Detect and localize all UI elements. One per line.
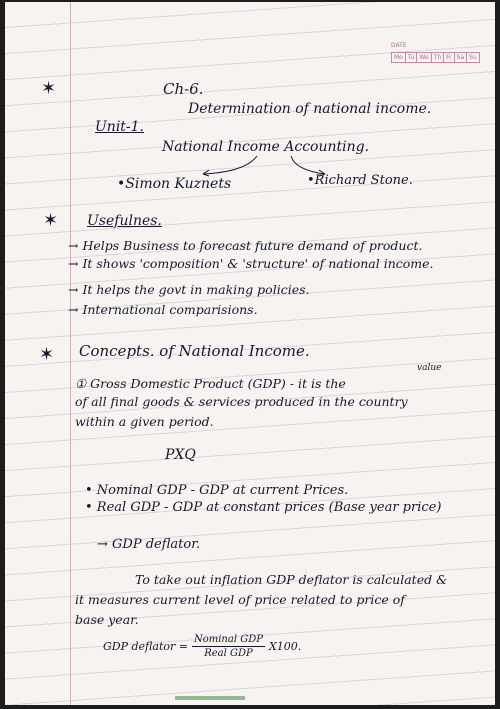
notebook-page: [5, 2, 495, 705]
chapter-title: Determination of national income.: [188, 101, 432, 117]
chapter-label: Ch-6.: [163, 80, 204, 98]
day-su: Su: [469, 54, 477, 61]
star-icon: ✶: [43, 210, 59, 231]
concepts-title: Concepts. of National Income.: [79, 342, 310, 360]
person-kuznets: •Simon Kuznets: [117, 176, 232, 192]
day-fr: Fr: [444, 53, 454, 62]
date-box: [391, 42, 480, 63]
day-we: We: [417, 53, 431, 62]
deflator-paragraph-line-1: To take out inflation GDP deflator is calculated &: [135, 572, 448, 587]
page-edge-strip: [175, 696, 245, 700]
deflator-paragraph-line-2: it measures current level of price related to price of: [75, 592, 405, 607]
usefulness-point-3: → It helps the govt in making policies.: [68, 282, 310, 297]
usefulness-point-1: → Helps Business to forecast future demand of product.: [68, 238, 423, 253]
real-gdp: • Real GDP - GDP at constant prices (Base year price): [85, 500, 442, 515]
formula-numerator: Nominal GDP: [193, 634, 263, 645]
gdp-definition-line-3: within a given period.: [75, 414, 214, 429]
formula-denominator: Real GDP: [204, 648, 253, 659]
usefulness-point-4: → International comparisions.: [68, 302, 258, 317]
gdp-definition-line-2: of all final goods & services produced in the country: [75, 394, 408, 409]
deflator-paragraph-line-3: base year.: [75, 612, 139, 627]
star-icon: ✶: [41, 78, 57, 99]
margin-line: [70, 2, 71, 705]
date-label: DATE: [391, 42, 407, 49]
usefulness-title: Usefulnes.: [87, 213, 162, 229]
day-tu: Tu: [406, 53, 418, 62]
gdp-definition-line-1: ① Gross Domestic Product (GDP) - it is the: [75, 376, 346, 391]
formula-lhs: GDP deflator =: [103, 640, 188, 653]
usefulness-point-2: → It shows 'composition' & 'structure' of national income.: [68, 256, 434, 271]
day-th: Th: [432, 53, 444, 62]
gdp-deflator-label: → GDP deflator.: [97, 537, 201, 552]
day-mo: Mo: [392, 53, 406, 62]
day-sa: Sa: [455, 53, 468, 62]
unit-subtitle: National Income Accounting.: [162, 139, 370, 155]
gdp-insert-word: value: [417, 363, 442, 373]
nominal-gdp: • Nominal GDP - GDP at current Prices.: [85, 483, 349, 498]
deflator-formula: [103, 634, 301, 659]
person-stone: •Richard Stone.: [307, 173, 413, 188]
formula-multiplier: X100.: [268, 640, 302, 653]
weekday-boxes: [391, 52, 480, 63]
unit-label: Unit-1.: [95, 119, 145, 135]
formula-fraction: [192, 634, 265, 659]
star-icon: ✶: [39, 344, 55, 365]
pxq-formula: PXQ: [165, 447, 196, 463]
